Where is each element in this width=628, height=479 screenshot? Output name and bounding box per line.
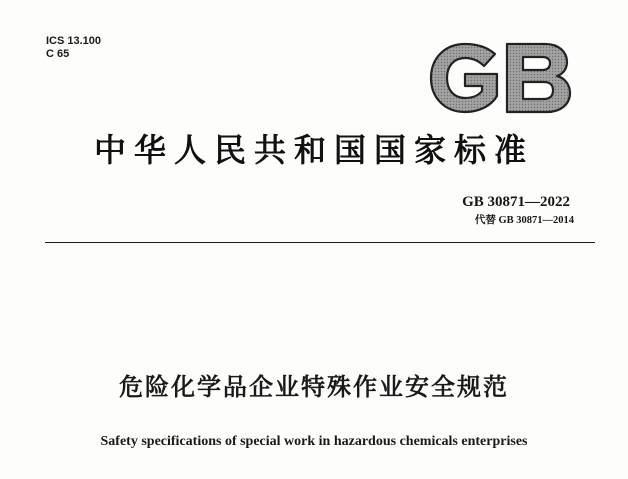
header-divider [45, 242, 595, 243]
standard-number: GB 30871—2022 [462, 194, 570, 210]
ics-code: ICS 13.100 [46, 35, 102, 47]
gb-logo-icon [425, 40, 575, 116]
document-title-chinese: 危险化学品企业特殊作业安全规范 [119, 373, 509, 401]
classification-codes [46, 35, 101, 61]
national-standard-title: 中华人民共和国国家标准 [93, 131, 534, 169]
replaced-standard: 代替 GB 30871—2014 [474, 215, 574, 226]
ccs-code: C 65 [46, 48, 70, 60]
document-title-english: Safety specifications of special work in hazardous chemicals enterprises [100, 434, 528, 449]
